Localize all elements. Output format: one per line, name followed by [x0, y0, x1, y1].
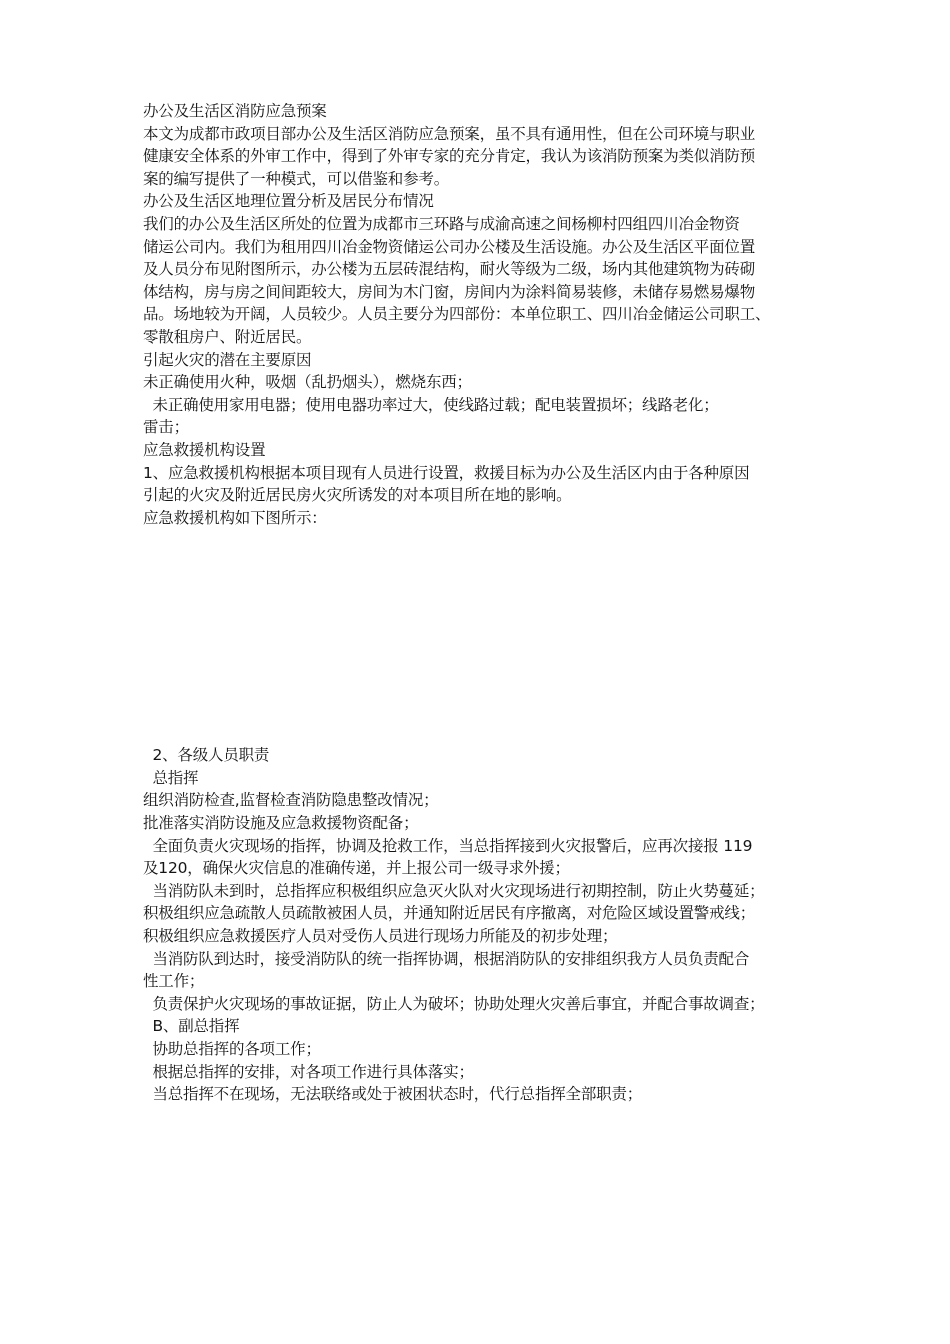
paragraph-line: 雷击；: [143, 418, 189, 437]
paragraph-line: 未正确使用家用电器；使用电器功率过大，使线路过载；配电装置损坏；线路老化；: [143, 395, 719, 414]
section-heading: 引起火灾的潜在主要原因: [143, 350, 312, 369]
paragraph-line: 积极组织应急救援医疗人员对受伤人员进行现场力所能及的初步处理；: [143, 927, 618, 946]
paragraph-line: 应急救援机构如下图所示：: [143, 508, 327, 527]
paragraph-line: 当消防队未到时，总指挥应积极组织应急灭火队对火灾现场进行初期控制，防止火势蔓延；: [143, 881, 765, 900]
paragraph-line: 本文为成都市政项目部办公及生活区消防应急预案，虽不具有通用性，但在公司环境与职业: [143, 124, 756, 143]
paragraph-line: 当总指挥不在现场，无法联络或处于被困状态时，代行总指挥全部职责；: [143, 1085, 643, 1104]
paragraph-line: 健康安全体系的外审工作中，得到了外审专家的充分肯定，我认为该消防预案为类似消防预: [143, 147, 756, 166]
paragraph-line: 性工作；: [143, 972, 205, 991]
paragraph-line: 及人员分布见附图所示，办公楼为五层砖混结构，耐火等级为二级，场内其他建筑物为砖砌: [143, 260, 756, 279]
paragraph-line: 零散租房户、附近居民。: [143, 327, 312, 346]
paragraph-line: 储运公司内。我们为租用四川冶金物资储运公司办公楼及生活设施。办公及生活区平面位置: [143, 237, 756, 256]
figure-placeholder: [143, 529, 811, 744]
section-heading: 办公及生活区地理位置分析及居民分布情况: [143, 192, 434, 211]
paragraph-line: 引起的火灾及附近居民房火灾所诱发的对本项目所在地的影响。: [143, 486, 572, 505]
paragraph-line: 全面负责火灾现场的指挥，协调及抢救工作，当总指挥接到火灾报警后，应再次接报 119: [143, 836, 753, 855]
doc-title: 办公及生活区消防应急预案: [143, 102, 327, 120]
paragraph-line: 案的编写提供了一种模式，可以借鉴和参考。: [143, 169, 450, 188]
section-heading: 应急救援机构设置: [143, 440, 266, 459]
paragraph-line: 1、应急救援机构根据本项目现有人员进行设置，救援目标为办公及生活区内由于各种原因: [143, 463, 750, 482]
section-plan-intro: [143, 100, 811, 529]
section-heading: 2、各级人员职责: [143, 746, 270, 765]
paragraph-line: 根据总指挥的安排，对各项工作进行具体落实；: [143, 1062, 474, 1081]
paragraph-line: 我们的办公及生活区所处的位置为成都市三环路与成渝高速之间杨柳村四组四川冶金物资: [143, 214, 740, 233]
paragraph-line: 体结构，房与房之间间距较大，房间为木门窗，房间内为涂料简易装修，未储存易燃易爆物: [143, 282, 756, 301]
paragraph-line: 当消防队到达时，接受消防队的统一指挥协调，根据消防队的安排组织我方人员负责配合: [143, 949, 750, 968]
paragraph-line: 及120，确保火灾信息的准确传递，并上报公司一级寻求外援；: [143, 859, 570, 878]
paragraph-line: 组织消防检查,监督检查消防隐患整改情况；: [143, 791, 439, 810]
paragraph-line: 协助总指挥的各项工作；: [143, 1040, 321, 1058]
sub-heading: 总指挥: [143, 768, 199, 787]
section-responsibilities: [143, 744, 811, 1106]
paragraph-line: 未正确使用火种，吸烟（乱扔烟头），燃烧东西；: [143, 373, 472, 392]
sub-heading: B、副总指挥: [143, 1017, 240, 1036]
paragraph-line: 品。场地较为开阔，人员较少。人员主要分为四部份：本单位职工、四川冶金储运公司职工、: [143, 305, 771, 324]
paragraph-line: 批准落实消防设施及应急救援物资配备；: [143, 814, 419, 833]
paragraph-line: 负责保护火灾现场的事故证据，防止人为破坏；协助处理火灾善后事宜，并配合事故调查；: [143, 994, 765, 1013]
paragraph-line: 积极组织应急疏散人员疏散被困人员，并通知附近居民有序撤离，对危险区域设置警戒线；: [143, 904, 756, 923]
document-body: [143, 100, 811, 1106]
